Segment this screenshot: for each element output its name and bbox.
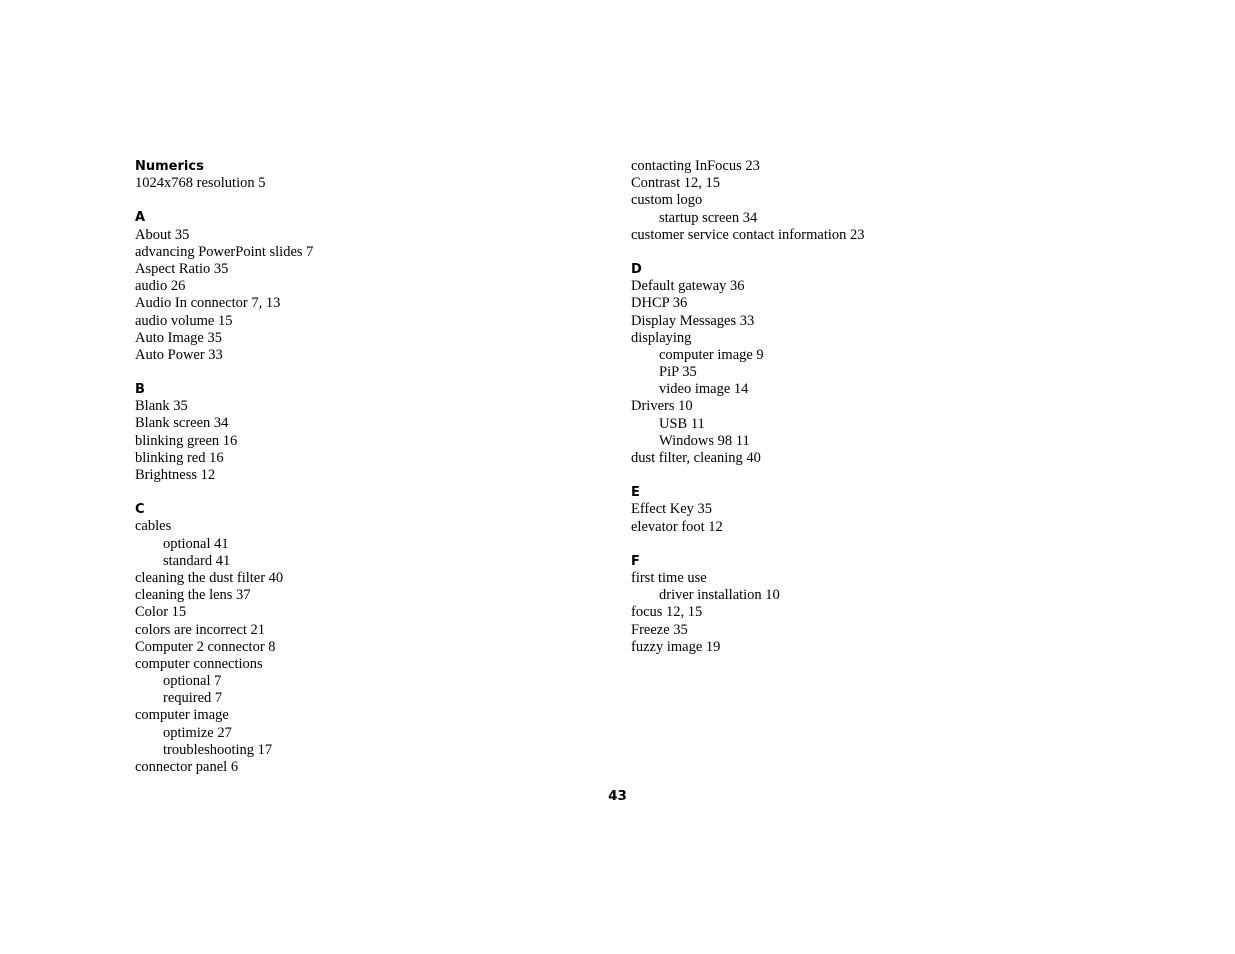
index-entry: audio volume 15 [135, 312, 233, 329]
index-entry: computer connections [135, 655, 263, 672]
index-entry: Default gateway 36 [631, 278, 745, 295]
index-subentry: optimize 27 [163, 724, 232, 741]
index-subentry: PiP 35 [659, 364, 697, 381]
index-subentry: required 7 [163, 690, 223, 707]
index-letter-heading: B [135, 382, 145, 398]
index-entry: Freeze 35 [631, 621, 688, 638]
index-entry: Audio In connector 7, 13 [135, 295, 281, 312]
index-entry: displaying [631, 329, 692, 346]
index-entry: focus 12, 15 [631, 604, 703, 621]
index-entry: About 35 [135, 226, 190, 243]
index-entry: colors are incorrect 21 [135, 621, 266, 638]
index-entry: Blank screen 34 [135, 415, 229, 432]
index-entry: blinking green 16 [135, 432, 238, 449]
index-entry: custom logo [631, 192, 703, 209]
index-entry: connector panel 6 [135, 759, 239, 775]
index-entry: fuzzy image 19 [631, 638, 721, 655]
index-entry: Display Messages 33 [631, 312, 755, 329]
index-subentry: driver installation 10 [659, 587, 780, 604]
index-entry: 1024x768 resolution 5 [135, 175, 266, 192]
index-letter-heading: E [631, 485, 640, 501]
index-subentry: Windows 98 11 [659, 432, 750, 449]
index-entry: Color 15 [135, 604, 187, 621]
index-entry: Auto Image 35 [135, 329, 222, 346]
index-section [631, 484, 1101, 536]
index-letter-heading: D [631, 261, 642, 277]
index-entry: Aspect Ratio 35 [135, 260, 229, 277]
index-letter-heading: A [135, 210, 146, 226]
index-entry: blinking red 16 [135, 449, 224, 466]
index-entry: Contrast 12, 15 [631, 175, 721, 192]
index-entry: cleaning the dust filter 40 [135, 569, 284, 586]
index-entry: dust filter, cleaning 40 [631, 450, 761, 466]
index-section [631, 158, 1101, 244]
index-subentry: computer image 9 [659, 346, 764, 363]
page-number: 43 [608, 788, 627, 804]
index-section [135, 158, 605, 192]
index-column-right [631, 158, 1101, 673]
index-entry: Blank 35 [135, 398, 188, 415]
index-entry: Auto Power 33 [135, 346, 223, 363]
index-entry: customer service contact information 23 [631, 226, 865, 243]
index-section [135, 209, 605, 364]
index-entry: computer image [135, 707, 229, 724]
index-entry: contacting InFocus 23 [631, 158, 760, 174]
index-entry: cleaning the lens 37 [135, 587, 251, 604]
index-subentry: troubleshooting 17 [163, 741, 273, 758]
index-entry: Brightness 12 [135, 467, 216, 483]
index-subentry: optional 41 [163, 535, 229, 552]
index-section [631, 553, 1101, 656]
index-subentry: optional 7 [163, 673, 222, 690]
index-entry: audio 26 [135, 278, 186, 295]
index-section [135, 381, 605, 484]
index-entry: advancing PowerPoint slides 7 [135, 243, 314, 260]
index-entry: DHCP 36 [631, 295, 688, 312]
index-entry: Computer 2 connector 8 [135, 638, 276, 655]
index-entry: elevator foot 12 [631, 518, 723, 535]
index-letter-heading: Numerics [135, 159, 204, 174]
index-entry: Drivers 10 [631, 398, 693, 415]
index-subentry: startup screen 34 [659, 209, 758, 226]
index-section [135, 501, 605, 776]
index-subentry: video image 14 [659, 381, 749, 398]
index-entry: Effect Key 35 [631, 501, 713, 518]
index-column-left [135, 158, 605, 793]
index-letter-heading: F [631, 553, 640, 569]
index-subentry: standard 41 [163, 552, 231, 569]
index-section [631, 261, 1101, 467]
index-entry: cables [135, 518, 172, 535]
index-letter-heading: C [135, 502, 145, 518]
index-subentry: USB 11 [659, 415, 705, 432]
index-entry: first time use [631, 569, 707, 586]
